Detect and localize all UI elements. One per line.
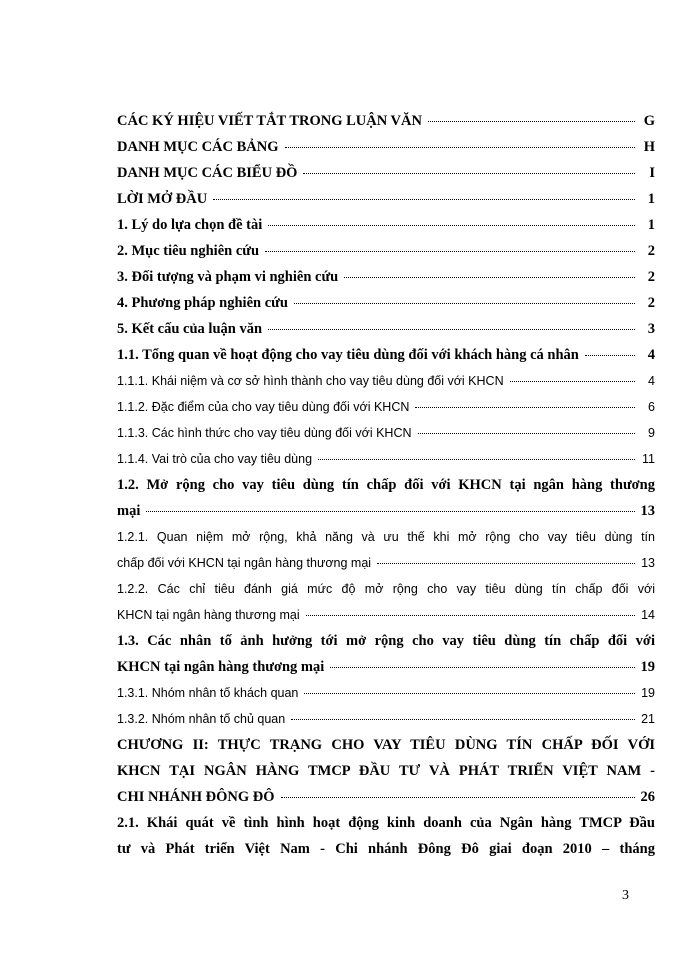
toc-entry-abbreviations[interactable] <box>117 108 655 134</box>
toc-entry-title: LỜI MỞ ĐẦU <box>117 191 208 207</box>
toc-entry-2-1-line1[interactable] <box>117 810 655 836</box>
toc-entry-1-2-1-line2[interactable] <box>117 550 655 576</box>
toc-entry-page: 19 <box>640 659 655 675</box>
toc-entry-title-continued: KHCN TẠI NGÂN HÀNG TMCP ĐẦU TƯ VÀ PHÁT TRIỂN VIỆT NAM - <box>117 763 655 779</box>
toc-entry-title: 1.1. Tổng quan về hoạt động cho vay tiêu dùng đối với khách hàng cá nhân <box>117 347 579 363</box>
toc-entry-title: 1.1.2. Đặc điểm của cho vay tiêu dùng đối với KHCN <box>117 400 410 414</box>
toc-entry-page: 2 <box>647 295 655 311</box>
toc-entry-list-of-charts[interactable] <box>117 160 655 186</box>
toc-entry-page: H <box>643 139 655 155</box>
toc-entry-introduction[interactable] <box>117 186 655 212</box>
toc-entry-title: 1.3. Các nhân tố ảnh hưởng tới mở rộng cho vay tiêu dùng tín chấp đối với <box>117 633 655 649</box>
dot-leader <box>303 173 635 174</box>
toc-entry-title-continued: KHCN tại ngân hàng thương mại <box>117 659 325 675</box>
dot-leader <box>418 433 636 434</box>
dot-leader <box>306 615 635 616</box>
toc-entry-page: 3 <box>647 321 655 337</box>
toc-entry-title-continued: KHCN tại ngân hàng thương mại <box>117 608 300 622</box>
toc-entry-page: 11 <box>642 452 655 466</box>
dot-leader <box>268 225 635 226</box>
dot-leader <box>213 199 635 200</box>
dot-leader <box>415 407 635 408</box>
dot-leader <box>330 667 634 668</box>
toc-entry-scope[interactable] <box>117 264 655 290</box>
dot-leader <box>281 797 635 798</box>
toc-entry-1-1-3[interactable] <box>117 420 655 446</box>
toc-entry-page: 14 <box>641 608 655 622</box>
dot-leader <box>291 719 635 720</box>
toc-entry-page: 19 <box>641 686 655 700</box>
toc-entry-methodology[interactable] <box>117 290 655 316</box>
toc-entry-title: DANH MỤC CÁC BẢNG <box>117 139 279 155</box>
toc-entry-1-1-4[interactable] <box>117 446 655 472</box>
toc-entry-title: 1.3.2. Nhóm nhân tố chủ quan <box>117 712 286 726</box>
toc-entry-title: 3. Đối tượng và phạm vi nghiên cứu <box>117 269 339 285</box>
dot-leader <box>377 563 635 564</box>
toc-entry-structure[interactable] <box>117 316 655 342</box>
toc-entry-1-3-line1[interactable] <box>117 628 655 654</box>
toc-entry-1-1-2[interactable] <box>117 394 655 420</box>
toc-entry-1-1-1[interactable] <box>117 368 655 394</box>
toc-entry-title-continued: tư và Phát triển Việt Nam - Chi nhánh Đông Đô giai đoạn 2010 – tháng <box>117 841 655 857</box>
dot-leader <box>344 277 635 278</box>
toc-entry-page: 21 <box>641 712 655 726</box>
toc-entry-title-continued: CHI NHÁNH ĐÔNG ĐÔ <box>117 789 275 805</box>
dot-leader <box>585 355 635 356</box>
toc-entry-title: DANH MỤC CÁC BIỂU ĐỒ <box>117 165 298 181</box>
toc-entry-title-continued: mại <box>117 503 141 519</box>
toc-entry-page: 9 <box>648 426 655 440</box>
dot-leader <box>268 329 635 330</box>
toc-entry-page: 13 <box>641 556 655 570</box>
toc-entry-chapter-2-line1[interactable] <box>117 732 655 758</box>
toc-entry-title: 1. Lý do lựa chọn đề tài <box>117 217 263 233</box>
toc-entry-title: 1.3.1. Nhóm nhân tố khách quan <box>117 686 299 700</box>
dot-leader <box>265 251 635 252</box>
toc-entry-1-2-2-line2[interactable] <box>117 602 655 628</box>
toc-entry-1-2-line1[interactable] <box>117 472 655 498</box>
toc-entry-page: 1 <box>647 217 655 233</box>
dot-leader <box>510 381 635 382</box>
dot-leader <box>285 147 635 148</box>
toc-entry-1-3-line2[interactable] <box>117 654 655 680</box>
toc-entry-1-2-1-line1[interactable] <box>117 524 655 550</box>
dot-leader <box>318 459 635 460</box>
toc-entry-title-continued: chấp đối với KHCN tại ngân hàng thương mại <box>117 556 372 570</box>
toc-entry-chapter-2-line2[interactable] <box>117 758 655 784</box>
table-of-contents <box>117 108 655 862</box>
toc-entry-1-3-1[interactable] <box>117 680 655 706</box>
toc-entry-page: 2 <box>647 243 655 259</box>
toc-entry-title: 1.2.2. Các chỉ tiêu đánh giá mức độ mở rộng cho vay tiêu dùng tín chấp đối với <box>117 582 655 596</box>
toc-entry-title: 1.1.1. Khái niệm và cơ sở hình thành cho vay tiêu dùng đối với KHCN <box>117 374 504 388</box>
toc-entry-title: 5. Kết cấu của luận văn <box>117 321 263 337</box>
dot-leader <box>294 303 635 304</box>
toc-entry-1-3-2[interactable] <box>117 706 655 732</box>
toc-entry-title: 1.2.1. Quan niệm mở rộng, khả năng và ưu thế khi mở rộng cho vay tiêu dùng tín <box>117 530 655 544</box>
toc-entry-reason[interactable] <box>117 212 655 238</box>
toc-entry-title: 1.1.4. Vai trò của cho vay tiêu dùng <box>117 452 313 466</box>
toc-entry-title: 2.1. Khái quát về tình hình hoạt động kinh doanh của Ngân hàng TMCP Đầu <box>117 815 655 831</box>
toc-entry-title: 1.1.3. Các hình thức cho vay tiêu dùng đối với KHCN <box>117 426 412 440</box>
toc-entry-1-1[interactable] <box>117 342 655 368</box>
toc-entry-page: 13 <box>640 503 655 519</box>
dot-leader <box>304 693 635 694</box>
toc-entry-page: 4 <box>647 347 655 363</box>
toc-entry-1-2-line2[interactable] <box>117 498 655 524</box>
toc-entry-page: G <box>643 113 655 129</box>
dot-leader <box>428 121 635 122</box>
toc-entry-2-1-line2[interactable] <box>117 836 655 862</box>
toc-entry-1-2-2-line1[interactable] <box>117 576 655 602</box>
toc-entry-title: CHƯƠNG II: THỰC TRẠNG CHO VAY TIÊU DÙNG TÍN CHẤP ĐỐI VỚI <box>117 737 655 753</box>
toc-entry-page: 1 <box>647 191 655 207</box>
toc-entry-title: 4. Phương pháp nghiên cứu <box>117 295 288 311</box>
toc-entry-page: 2 <box>647 269 655 285</box>
toc-entry-page: 4 <box>648 374 655 388</box>
toc-entry-title: CÁC KÝ HIỆU VIẾT TẮT TRONG LUẬN VĂN <box>117 113 422 129</box>
toc-entry-page: 6 <box>648 400 655 414</box>
toc-entry-page: 26 <box>640 789 655 805</box>
page-number: 3 <box>622 888 629 903</box>
toc-entry-title: 1.2. Mở rộng cho vay tiêu dùng tín chấp đối với KHCN tại ngân hàng thương <box>117 477 655 493</box>
toc-entry-objectives[interactable] <box>117 238 655 264</box>
dot-leader <box>146 511 634 512</box>
toc-entry-title: 2. Mục tiêu nghiên cứu <box>117 243 260 259</box>
toc-entry-page: I <box>649 165 655 181</box>
toc-entry-list-of-tables[interactable] <box>117 134 655 160</box>
toc-entry-chapter-2-line3[interactable] <box>117 784 655 810</box>
